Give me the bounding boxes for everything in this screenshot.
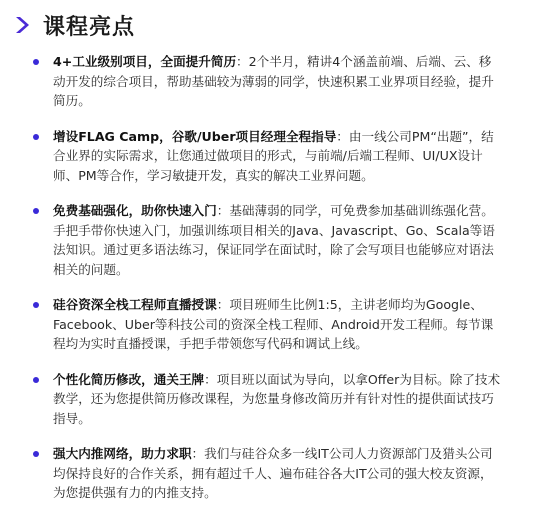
chevron-right-icon — [12, 14, 34, 36]
bullet-icon — [33, 208, 39, 214]
bullet-icon — [33, 59, 39, 65]
list-item — [0, 444, 543, 503]
item-text: ：基础薄弱的同学，可免费参加基础训练强化营。手把手带你快速入门，加强训练项目相关的Java、Javascript、Go、Scala等语法知识。通过更多语法练习，保证同学在面试时，除了会写项目也能够应对语法相关的问题。 — [53, 203, 495, 277]
item-title: 个性化简历修改，通关王牌 — [53, 371, 205, 387]
list-item — [0, 370, 543, 429]
item-title: 4+工业级别项目，全面提升简历 — [53, 54, 237, 69]
list-item — [0, 201, 543, 279]
item-title: 增设FLAG Camp，谷歌/Uber项目经理全程指导 — [53, 128, 337, 144]
section-title: 课程亮点 — [43, 14, 136, 40]
bullet-icon — [33, 302, 39, 308]
bullet-icon — [33, 451, 39, 457]
list-item — [0, 295, 543, 354]
item-text: ：项目班师生比例1:5，主讲老师均为Google、Facebook、Uber等科技公司的资深全栈工程师、Android开发工程师。每节课程均为实时直播授课，手把手带领您写代码和调试上线。 — [53, 297, 494, 351]
list-item — [0, 127, 543, 186]
item-text: ：2个半月，精讲4个涵盖前端、后端、云、移动开发的综合项目，帮助基础较为薄弱的同学，快速积累工业界项目经验，提升简历。 — [53, 54, 494, 108]
list-item — [0, 52, 543, 111]
item-text: ：我们与硅谷众多一线IT公司人力资源部门及猎头公司均保持良好的合作关系，拥有超过千人、遍布硅谷各大IT公司的强大校友资源，为您提供强有力的内推支持。 — [53, 446, 493, 500]
item-title: 免费基础强化，助你快速入门 — [53, 203, 217, 218]
item-title: 硅谷资深全栈工程师直播授课 — [53, 297, 217, 312]
section-header — [0, 8, 135, 42]
item-text: ：由一线公司PM“出题”，结合业界的实际需求，让您通过做项目的形式，与前端/后端工程师、UI/UX设计师、PM等合作，学习敏捷开发，真实的解决工业界问题。 — [53, 128, 494, 183]
item-title: 强大内推网络，助力求职 — [53, 446, 192, 461]
item-text: ：项目班以面试为导向，以拿Offer为目标。除了技术教学，还为您提供简历修改课程，为您量身修改简历并有针对性的提供面试技巧指导。 — [53, 371, 501, 426]
highlights-list — [0, 52, 543, 519]
bullet-icon — [33, 134, 39, 140]
bullet-icon — [33, 377, 39, 383]
